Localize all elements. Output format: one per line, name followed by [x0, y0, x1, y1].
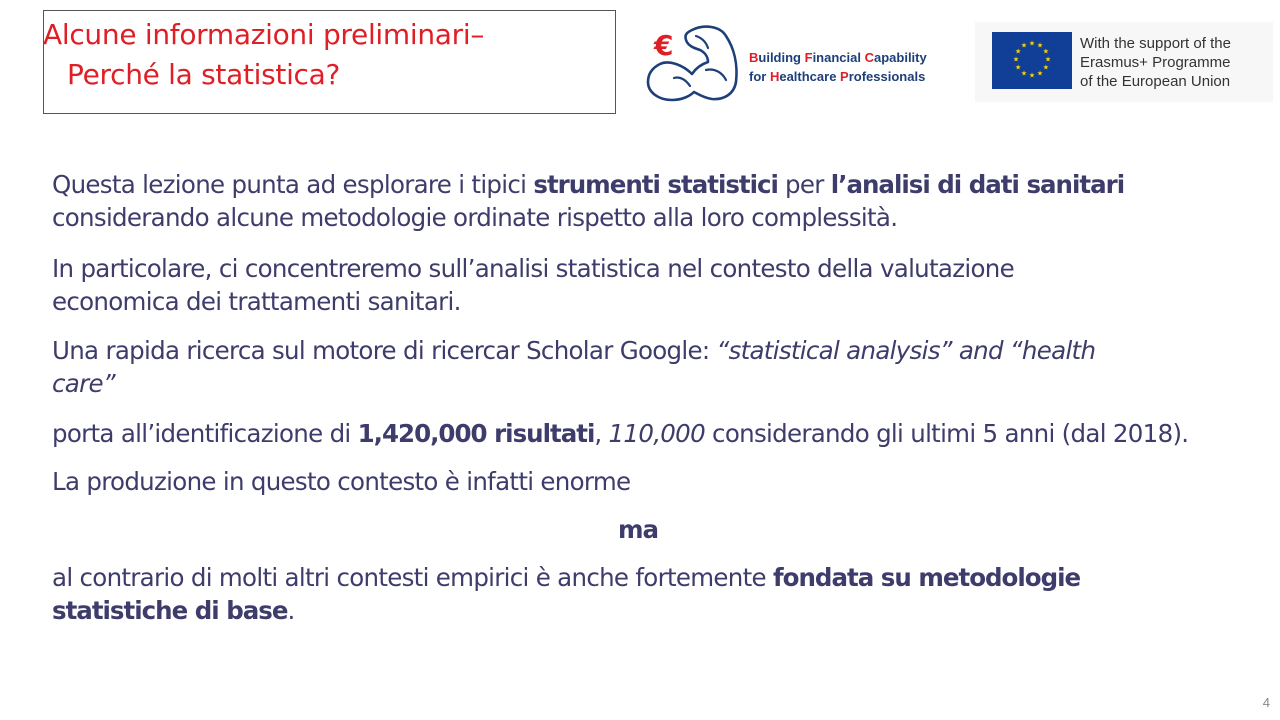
svg-text:★: ★: [1020, 41, 1028, 50]
page-number: 4: [1262, 695, 1270, 710]
svg-text:★: ★: [1014, 63, 1022, 72]
svg-text:★: ★: [1044, 55, 1052, 64]
bfc-logo-text: [749, 48, 927, 86]
euro-symbol: €: [654, 29, 674, 62]
paragraph-results: porta all’identificazione di 1,420,000 risultati, 110,000 considerando gli ultimi 5 anni (dal 2018).: [52, 419, 1189, 448]
svg-text:★: ★: [1036, 69, 1044, 78]
svg-text:★: ★: [1028, 39, 1036, 48]
bfc-logo: [646, 22, 966, 104]
paragraph-intro: Questa lezione punta ad esplorare i tipici strumenti statistici per l’analisi di dati sanitari considerando alcune metodologie ordinate rispetto alla loro complessità.: [52, 170, 1125, 232]
svg-text:★: ★: [1042, 63, 1050, 72]
paragraph-search: Una rapida ricerca sul motore di ricercar Scholar Google: “statistical analysis” and “health care”: [52, 336, 1096, 398]
svg-text:★: ★: [1014, 47, 1022, 56]
erasmus-support-logo: [975, 22, 1273, 102]
flexed-arm-icon: [646, 22, 746, 104]
svg-text:★: ★: [1036, 41, 1044, 50]
svg-text:★: ★: [1020, 69, 1028, 78]
svg-text:★: ★: [1028, 71, 1036, 80]
eu-support-line-2: Erasmus+ Programme: [1080, 54, 1231, 71]
bfc-line-2: for Healthcare Professionals: [749, 69, 926, 84]
eu-support-line-1: With the support of the: [1080, 35, 1231, 52]
paragraph-conclusion: al contrario di molti altri contesti empirici è anche fortemente fondata su metodologie statistiche di base.: [52, 563, 1081, 625]
svg-text:★: ★: [1042, 47, 1050, 56]
svg-text:★: ★: [1012, 55, 1020, 64]
eu-flag-icon: [992, 32, 1072, 89]
eu-support-line-3: of the European Union: [1080, 73, 1231, 90]
bfc-line-1: Building Financial Capability: [749, 50, 927, 65]
eu-support-text: [1080, 34, 1231, 91]
slide-title-line-1: Alcune informazioni preliminari–: [43, 18, 485, 51]
paragraph-focus: In particolare, ci concentreremo sull’analisi statistica nel contesto della valutazione economica dei trattamenti sanitari.: [52, 254, 1014, 316]
paragraph-production: La produzione in questo contesto è infatti enorme: [52, 467, 631, 496]
slide-title-line-2: Perché la statistica?: [67, 58, 341, 91]
paragraph-ma: ma: [618, 515, 659, 544]
